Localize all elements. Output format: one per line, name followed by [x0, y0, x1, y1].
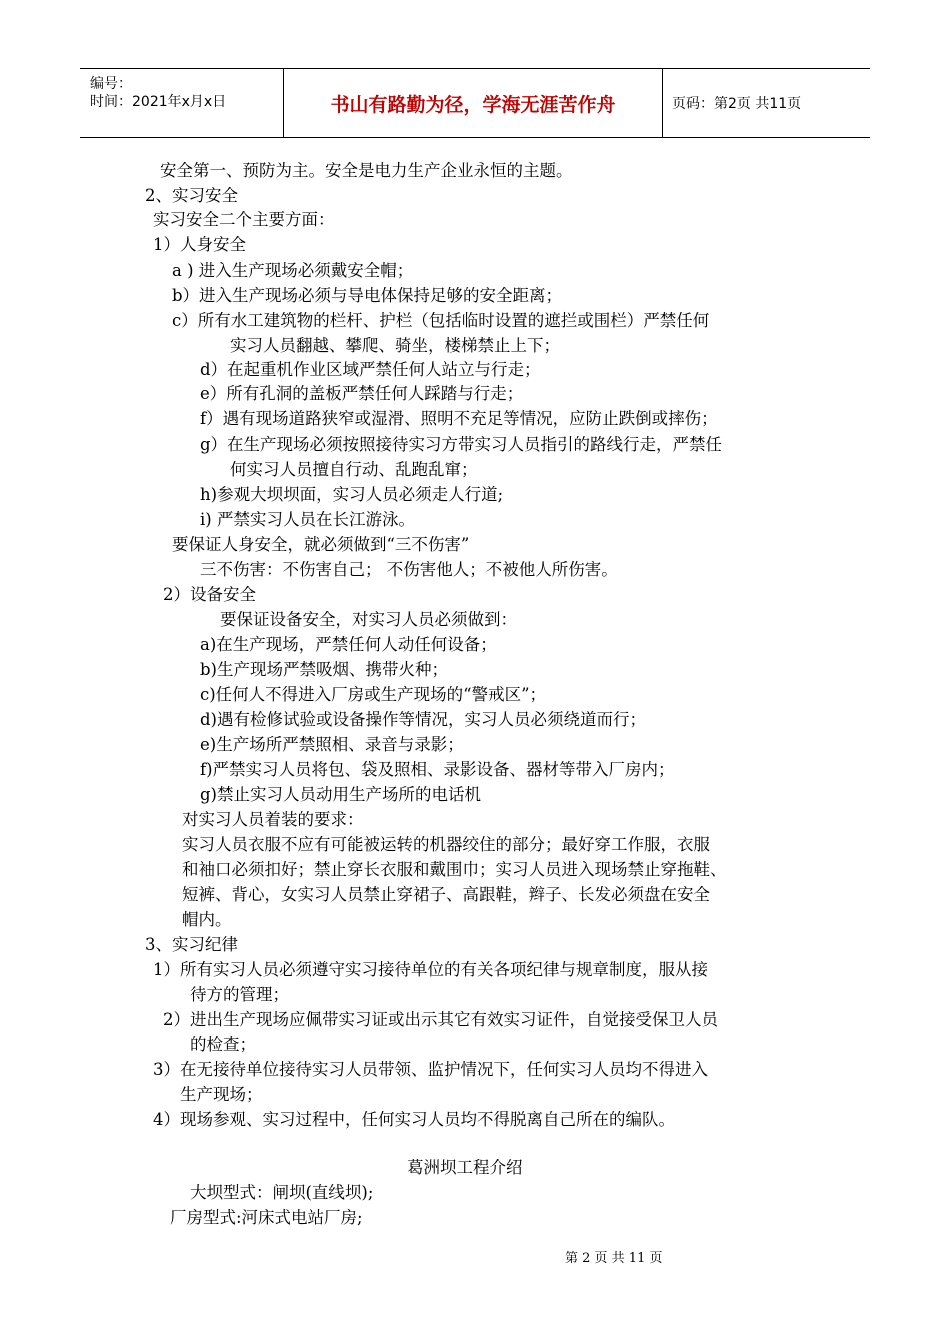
list-item-continuation: 的检查；: [190, 1035, 256, 1054]
list-item: 4）现场参观、实习过程中，任何实习人员均不得脱离自己所在的编队。: [153, 1110, 675, 1129]
list-item: g)禁止实习人员动用生产场所的电话机: [200, 785, 481, 804]
body-line: 帽内。: [182, 910, 232, 929]
list-item: 3）在无接待单位接待实习人员带领、监护情况下，任何实习人员均不得进入: [153, 1060, 708, 1079]
section-heading: 3、实习纪律: [145, 935, 238, 954]
body-line: 实习安全二个主要方面：: [153, 210, 335, 229]
list-item-continuation: 待方的管理；: [190, 985, 289, 1004]
page-info-text: 页码：第2页 共11页: [672, 96, 802, 112]
list-item: 2）进出生产现场应佩带实习证或出示其它有效实习证件，自觉接受保卫人员: [163, 1010, 718, 1029]
section-title: 葛洲坝工程介绍: [407, 1158, 523, 1177]
list-item: g）在生产现场必须按照接待实习方带实习人员指引的路线行走，严禁任: [200, 435, 723, 454]
list-item: e)生产场所严禁照相、录音与录影；: [200, 735, 464, 754]
body-line: 短裤、背心，女实习人员禁止穿裙子、高跟鞋，辫子、长发必须盘在安全: [182, 885, 710, 904]
list-item: i) 严禁实习人员在长江游泳。: [200, 510, 415, 529]
body-line: 大坝型式：闸坝(直线坝);: [190, 1183, 374, 1202]
list-item-continuation: 生产现场；: [180, 1085, 263, 1104]
number-label: 编号：: [90, 76, 132, 92]
list-item: a)在生产现场，严禁任何人动任何设备；: [200, 635, 497, 654]
list-item-continuation: 实习人员翻越、攀爬、骑坐，楼梯禁止上下；: [230, 336, 560, 355]
list-item: 1）所有实习人员必须遵守实习接待单位的有关各项纪律与规章制度，服从接: [153, 960, 708, 979]
list-item: d)遇有检修试验或设备操作等情况，实习人员必须绕道而行；: [200, 710, 646, 729]
body-line: 安全第一、预防为主。安全是电力生产企业永恒的主题。: [160, 161, 573, 180]
list-item: c)任何人不得进入厂房或生产现场的“警戒区”；: [200, 685, 547, 704]
list-item-continuation: 何实习人员擅自行动、乱跑乱窜；: [230, 460, 478, 479]
time-label: 时间：2021年x月x日: [90, 94, 227, 110]
list-item: e）所有孔洞的盖板严禁任何人踩踏与行走；: [200, 384, 524, 403]
list-item: d）在起重机作业区域严禁任何人站立与行走；: [200, 360, 541, 379]
list-item: b）进入生产现场必须与导电体保持足够的安全距离；: [172, 286, 563, 305]
body-line: 厂房型式:河床式电站厂房;: [170, 1208, 363, 1227]
page-footer: 第 2 页 共 11 页: [565, 1251, 663, 1266]
list-item: f)严禁实习人员将包、袋及照相、录影设备、器材等带入厂房内；: [200, 760, 675, 779]
subsection-heading: 2）设备安全: [163, 585, 256, 604]
body-line: 要保证设备安全，对实习人员必须做到：: [220, 610, 517, 629]
body-line: 对实习人员着装的要求：: [182, 810, 364, 829]
body-line: 要保证人身安全，就必须做到“三不伤害”: [172, 535, 470, 554]
list-item: h)参观大坝坝面，实习人员必须走人行道;: [200, 485, 504, 504]
list-item: a ) 进入生产现场必须戴安全帽；: [172, 261, 414, 280]
list-item: f）遇有现场道路狭窄或湿滑、照明不充足等情况，应防止跌倒或摔伤；: [200, 409, 718, 428]
body-line: 三不伤害：不伤害自己； 不伤害他人；不被他人所伤害。: [200, 560, 618, 579]
subsection-heading: 1）人身安全: [153, 235, 246, 254]
list-item: b)生产现场严禁吸烟、携带火种；: [200, 660, 448, 679]
header-motto: 书山有路勤为径，学海无涯苦作舟: [283, 69, 663, 137]
body-line: 和袖口必须扣好；禁止穿长衣服和戴围巾；实习人员进入现场禁止穿拖鞋、: [182, 860, 727, 879]
page-header: [80, 68, 870, 138]
header-page-info: [662, 69, 870, 137]
header-meta: [80, 69, 283, 137]
body-line: 实习人员衣服不应有可能被运转的机器绞住的部分；最好穿工作服，衣服: [182, 835, 710, 854]
section-heading: 2、实习安全: [145, 186, 238, 205]
list-item: c）所有水工建筑物的栏杆、护栏（包括临时设置的遮拦或围栏）严禁任何: [172, 311, 710, 330]
